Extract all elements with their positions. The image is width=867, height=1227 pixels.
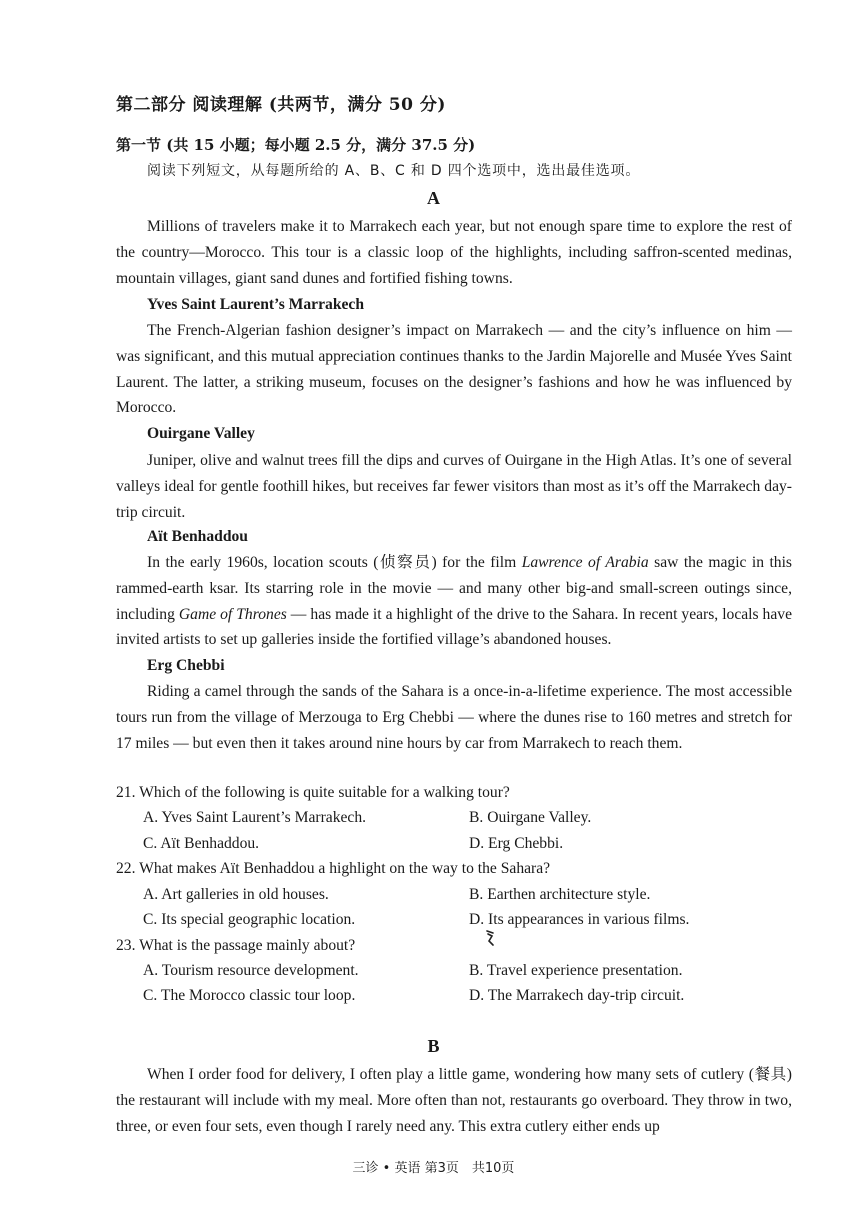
film-title-lawrence: Lawrence of Arabia: [521, 554, 649, 571]
paragraph-ouirgane-valley: Juniper, olive and walnut trees fill the dips and curves of Ouirgane in the High Atlas. It’s one of several valleys ideal for gentle foothill hikes, but receives far fewer visitors than most as it’s off the Marrakech day-trip circuit.: [116, 452, 792, 521]
heading-ouirgane-valley: Ouirgane Valley: [147, 425, 255, 442]
q21-option-c: C. Aït Benhaddou.: [143, 835, 260, 852]
question-21: 21. Which of the following is quite suitable for a walking tour?: [116, 784, 510, 801]
q21-option-b: B. Ouirgane Valley.: [469, 809, 592, 826]
part-title: 第二部分 阅读理解 (共两节，满分 50 分): [116, 95, 446, 115]
q23-option-b: B. Travel experience presentation.: [469, 962, 683, 979]
pen-mark-icon: [484, 929, 496, 947]
q23-option-d: D. The Marrakech day-trip circuit.: [469, 987, 685, 1004]
section-title: 第一节 (共 15 小题；每小题 2.5 分，满分 37.5 分): [116, 136, 476, 154]
question-22: 22. What makes Aït Benhaddou a highlight on the way to the Sahara?: [116, 860, 551, 877]
ait-text-1: In the early 1960s, location scouts (侦察员) for the film: [147, 554, 522, 571]
passage-a-letter: A: [427, 188, 440, 208]
ait-text-3: — has made it a highlight of the drive to the Sahara. In recent years, locals have invited artists to set up galleries inside the fortified village’s abandoned houses.: [116, 605, 792, 649]
q22-option-c: C. Its special geographic location.: [143, 911, 356, 928]
page-footer: 三诊 • 英语 第3页 共10页: [352, 1161, 515, 1176]
heading-erg-chebbi: Erg Chebbi: [147, 657, 225, 674]
q23-option-c: C. The Morocco classic tour loop.: [143, 987, 356, 1004]
passage-a-intro: Millions of travelers make it to Marrakech each year, but not enough spare time to explore the rest of the country—Morocco. This tour is a classic loop of the highlights, including saffron-scented medinas, mountain villages, giant sand dunes and fortified fishing towns.: [116, 218, 792, 287]
film-title-got: Game of Thrones: [178, 605, 287, 623]
passage-b-paragraph-1: When I order food for delivery, I often play a little game, wondering how many sets of cutlery (餐具) the restaurant will include with my meal. More often than not, restaurants go overboard. They throw in two, three, or even four sets, even though I rarely need any. This extra cutlery either ends up: [116, 1066, 792, 1135]
heading-ysl-marrakech: Yves Saint Laurent’s Marrakech: [147, 296, 365, 313]
heading-ait-benhaddou: Aït Benhaddou: [147, 528, 248, 545]
paragraph-erg-chebbi: Riding a camel through the sands of the Sahara is a once-in-a-lifetime experience. The most accessible tours run from the village of Merzouga to Erg Chebbi — where the dunes rise to 160 metres and stretch for 17 miles — but even then it takes around nine hours by car from Marrakech to reach them.: [116, 683, 792, 752]
paragraph-ysl-marrakech: The French-Algerian fashion designer’s impact on Marrakech — and the city’s influence on him — was significant, and this mutual appreciation continues thanks to the Jardin Majorelle and Musée Yves Saint Laurent. The latter, a striking museum, focuses on the designer’s fashions and how he was influenced by Morocco.: [116, 322, 792, 417]
q22-option-b: B. Earthen architecture style.: [469, 886, 651, 903]
q21-option-a: A. Yves Saint Laurent’s Marrakech.: [143, 809, 367, 826]
q22-option-d: D. Its appearances in various films.: [469, 911, 690, 928]
passage-b-letter: B: [427, 1036, 440, 1056]
instructions: 阅读下列短文，从每题所给的 A、B、C 和 D 四个选项中，选出最佳选项。: [147, 163, 641, 179]
q22-option-a: A. Art galleries in old houses.: [143, 886, 329, 903]
q23-option-a: A. Tourism resource development.: [143, 962, 359, 979]
paragraph-ait-benhaddou: [116, 550, 792, 653]
ait-text-2: saw the magic in this rammed-earth ksar. Its starring role in the movie — and many other big-and small-screen outings since, including: [116, 554, 793, 623]
q21-option-d: D. Erg Chebbi.: [469, 835, 564, 852]
question-23: 23. What is the passage mainly about?: [116, 937, 356, 954]
